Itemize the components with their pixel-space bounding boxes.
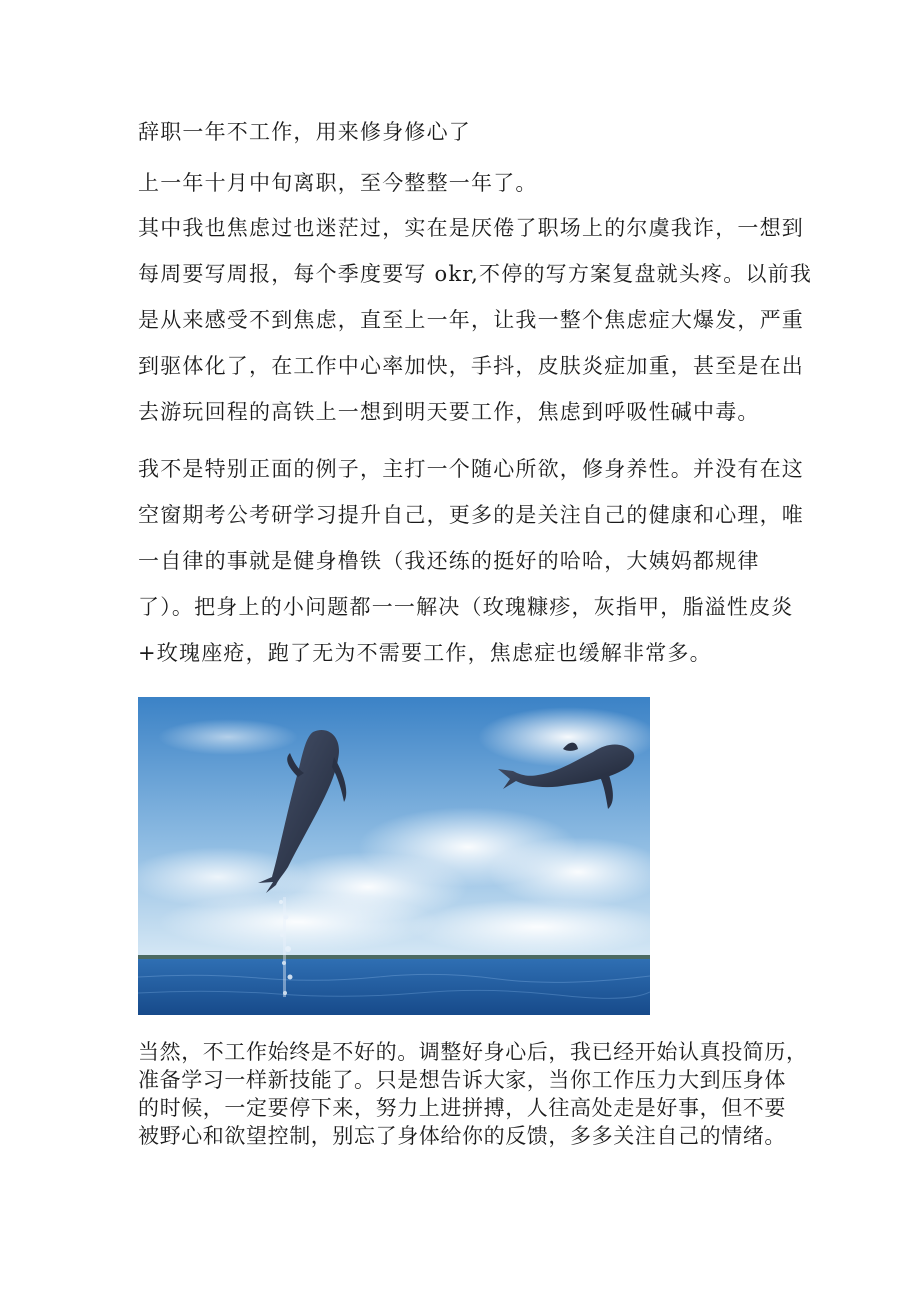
dolphins-photo [138, 697, 650, 1015]
paragraph-line: 准备学习一样新技能了。只是想告诉大家，当你工作压力大到压身体 [138, 1068, 786, 1092]
paragraph-line: 是从来感受不到焦虑，直至上一年，让我一整个焦虑症大爆发，严重 [138, 308, 804, 332]
paragraph-line: 每周要写周报，每个季度要写 okr,不停的写方案复盘就头疼。以前我 [138, 262, 813, 286]
paragraph-line: 到驱体化了，在工作中心率加快，手抖，皮肤炎症加重，甚至是在出 [138, 354, 804, 378]
paragraph-recovery [138, 446, 804, 676]
paragraph-line: 空窗期考公考研学习提升自己，更多的是关注自己的健康和心理，唯 [138, 503, 804, 527]
closing-paragraph [138, 1038, 818, 1150]
paragraph-line: +玫瑰座疮，跑了无为不需要工作，焦虑症也缓解非常多。 [138, 641, 712, 665]
intro-paragraph: 上一年十月中旬离职，至今整整一年了。 [138, 171, 538, 195]
paragraph-line: 去游玩回程的高铁上一想到明天要工作，焦虑到呼吸性碱中毒。 [138, 400, 760, 424]
paragraph-line: 了）。把身上的小问题都一一解决（玫瑰糠疹，灰指甲，脂溢性皮炎 [138, 595, 794, 619]
paragraph-line: 其中我也焦虑过也迷茫过，实在是厌倦了职场上的尔虞我诈，一想到 [138, 216, 804, 240]
paragraph-line: 我不是特别正面的例子，主打一个随心所欲，修身养性。并没有在这 [138, 457, 804, 481]
paragraph-line: 的时候，一定要停下来，努力上进拼搏，人往高处走是好事，但不要 [138, 1096, 786, 1120]
paragraph-line: 被野心和欲望控制，别忘了身体给你的反馈，多多关注自己的情绪。 [138, 1124, 786, 1148]
paragraph-line: 当然，不工作始终是不好的。调整好身心后，我已经开始认真投简历， [138, 1040, 808, 1064]
paragraph-line: 一自律的事就是健身橹铁（我还练的挺好的哈哈，大姨妈都规律 [138, 549, 760, 573]
article-title: 辞职一年不工作，用来修身修心了 [138, 120, 471, 144]
paragraph-anxiety [138, 205, 813, 435]
